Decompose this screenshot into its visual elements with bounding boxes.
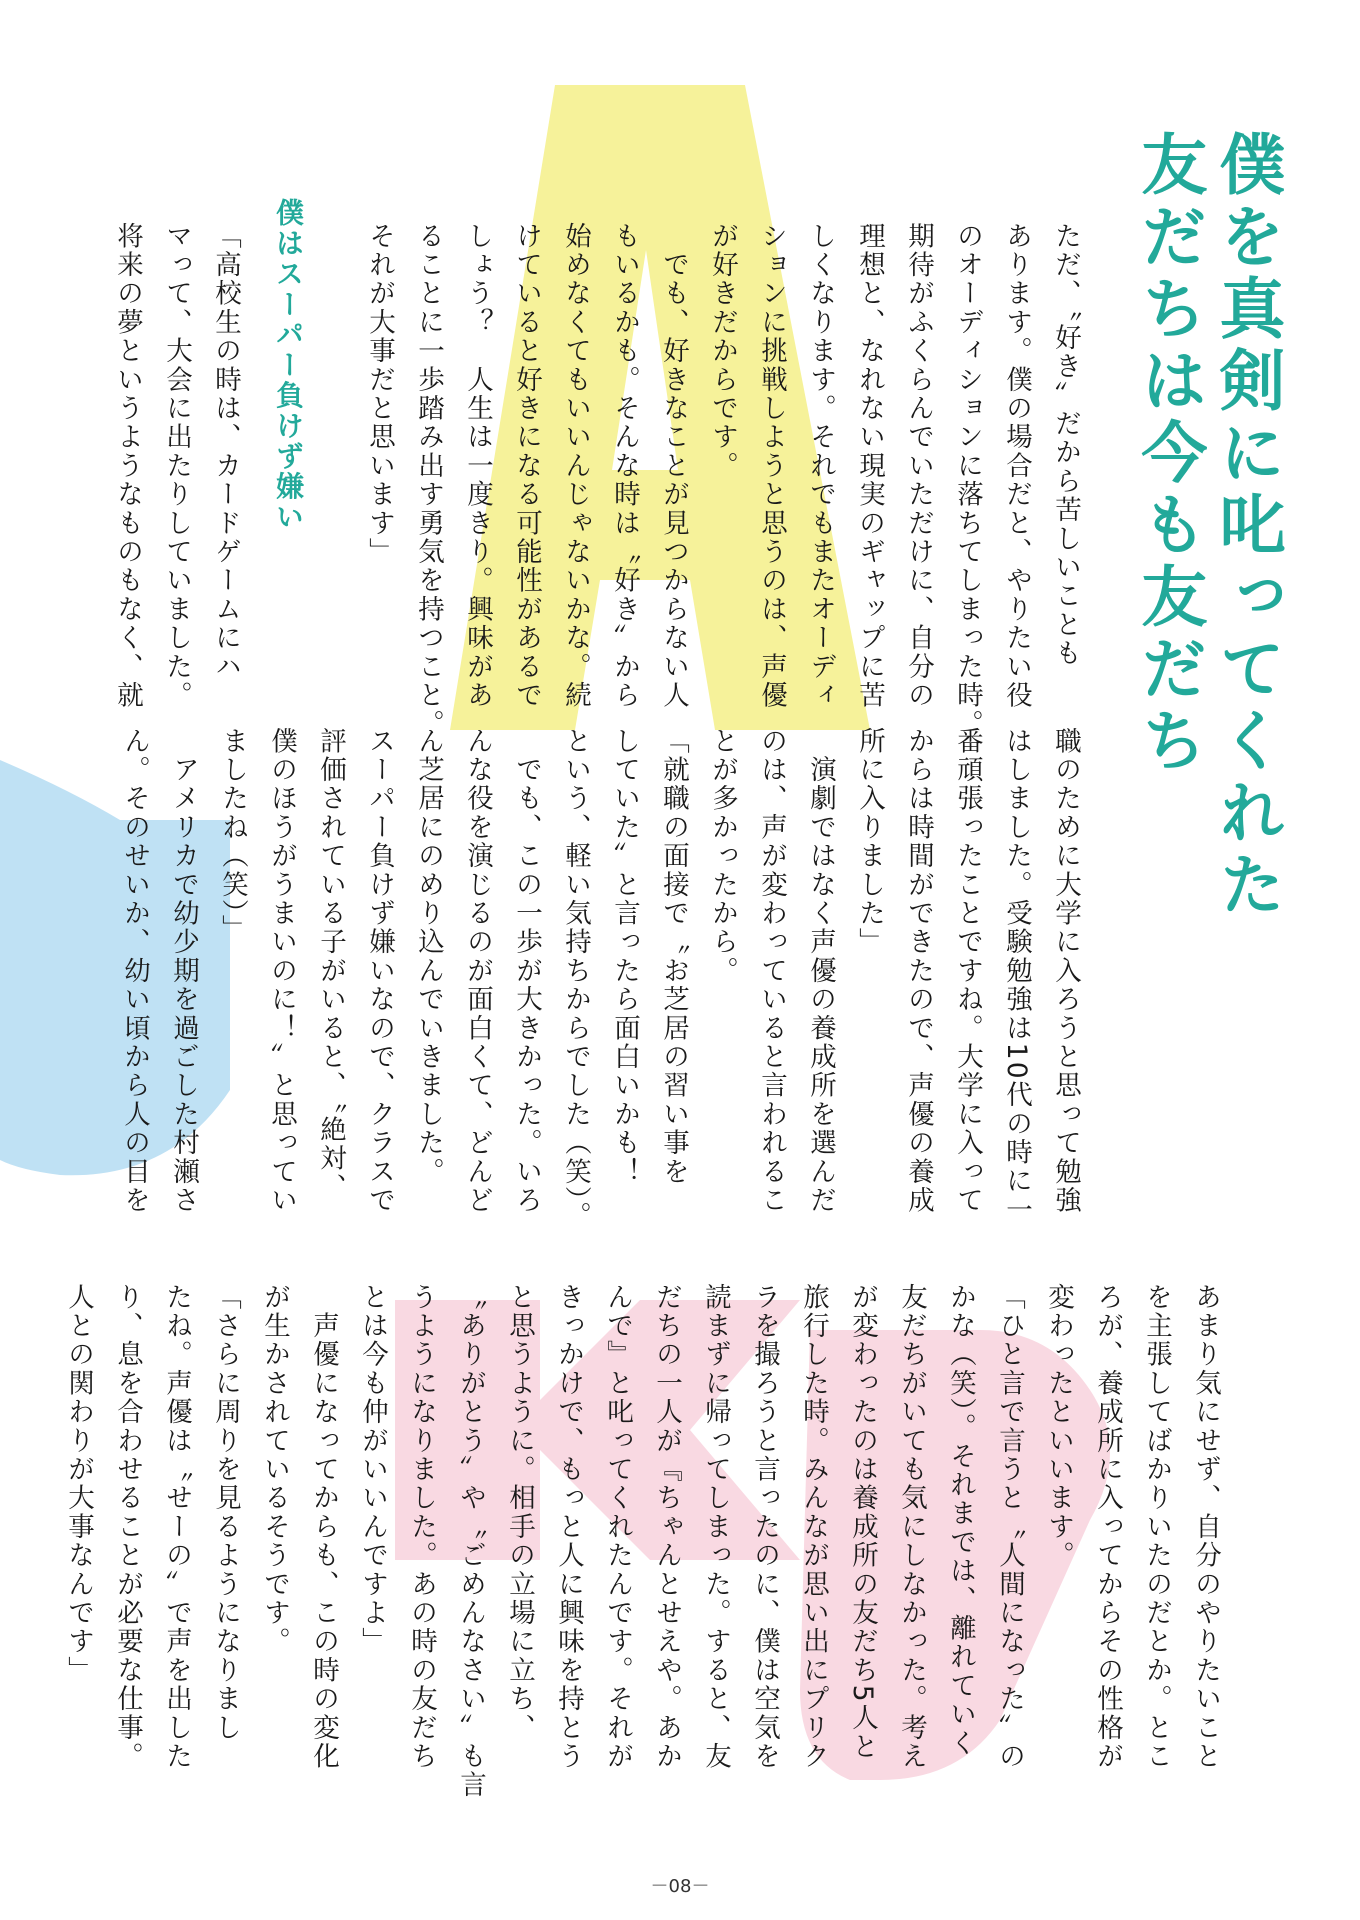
headline-line-1: 僕を真剣に叱ってくれた: [1207, 130, 1285, 922]
headline-line-2: 友だちは今も友だち: [1129, 130, 1207, 778]
body-text-column-3: 「高校生の時は、カードゲームにハ マって、大会に出たりしていました。 将来の夢というようなものもなく、就: [112, 222, 241, 710]
section-subheading: 僕はスーパー負けず嫌い: [272, 198, 305, 533]
body-text-column-5: あまり気にせず、自分のやりたいこと を主張してばかりいたのだとか。とこ ろが、養成所に入ってからその性格が 変わったといいます。 「ひと言で言うと〝人間になった〟の かな（笑）。それまでは、離れていく 友だちがいても気にしなかった。考え が変わったのは養成所の友だち5人と 旅行した時。みんなが思い出にプリク ラを撮ろうと言ったのに、僕は空気を 読まずに帰ってしまった。すると、友 だちの一人が『ちゃんとせえや。あか んで』と叱ってくれたんです。それが きっかけで、もっと人に興味を持とう と思うように。相手の立場に立ち、 〝ありがとう〟や〝ごめんなさい〟も言 うようになりました。あの時の友だち とは今も仲がいいんですよ」 声優になってからも、この時の変化 が生かされているそうです。 「さらに周りを見るようになりまし たね。声優は〝せーの〟で声を出した り、息を合わせることが必要な仕事。 人との関わりが大事なんです」: [63, 1283, 1221, 1800]
body-text-column-2: 職のために大学に入ろうと思って勉強 はしました。受験勉強は10代の時に一 番頑張ったことですね。大学に入って からは時間ができたので、声優の養成 所に入りました」 演劇ではなく声優の養成所を選んだ のは、声が変わっていると言われるこ とが多かったから。 「就職の面接で〝お芝居の習い事を していた〟と言ったら面白いかも！ という、軽い気持ちからでした（笑）。 でも、この一歩が大きかった。いろ んな役を演じるのが面白くて、どんど ん芝居にのめり込んでいきました。 スーパー負けず嫌いなので、クラスで 評価されている子がいると、〝絶対、 僕のほうがうまいのに！〟と思ってい ましたね（笑）」 アメリカで幼少期を過ごした村瀬さ ん。そのせいか、幼い頃から人の目を: [119, 727, 1081, 1231]
body-text-column-1: ただ、〝好き〟だから苦しいことも あります。僕の場合だと、やりたい役 のオーディションに落ちてしまった時。 期待がふくらんでいただけに、自分の 理想と、なれない現実のギャップに苦 しくなります。それでもまたオーディ ションに挑戦しようと思うのは、声優 が好きだからです。 でも、好きなことが見つからない人 もいるかも。そんな時は〝好き〟から 始めなくてもいいんじゃないかな。続 けていると好きになる可能性があるで しょう？ 人生は一度きり。興味があ ることに一歩踏み出す勇気を持つこと。 それが大事だと思います」: [364, 222, 1081, 739]
page-number: －08－: [650, 1876, 710, 1897]
